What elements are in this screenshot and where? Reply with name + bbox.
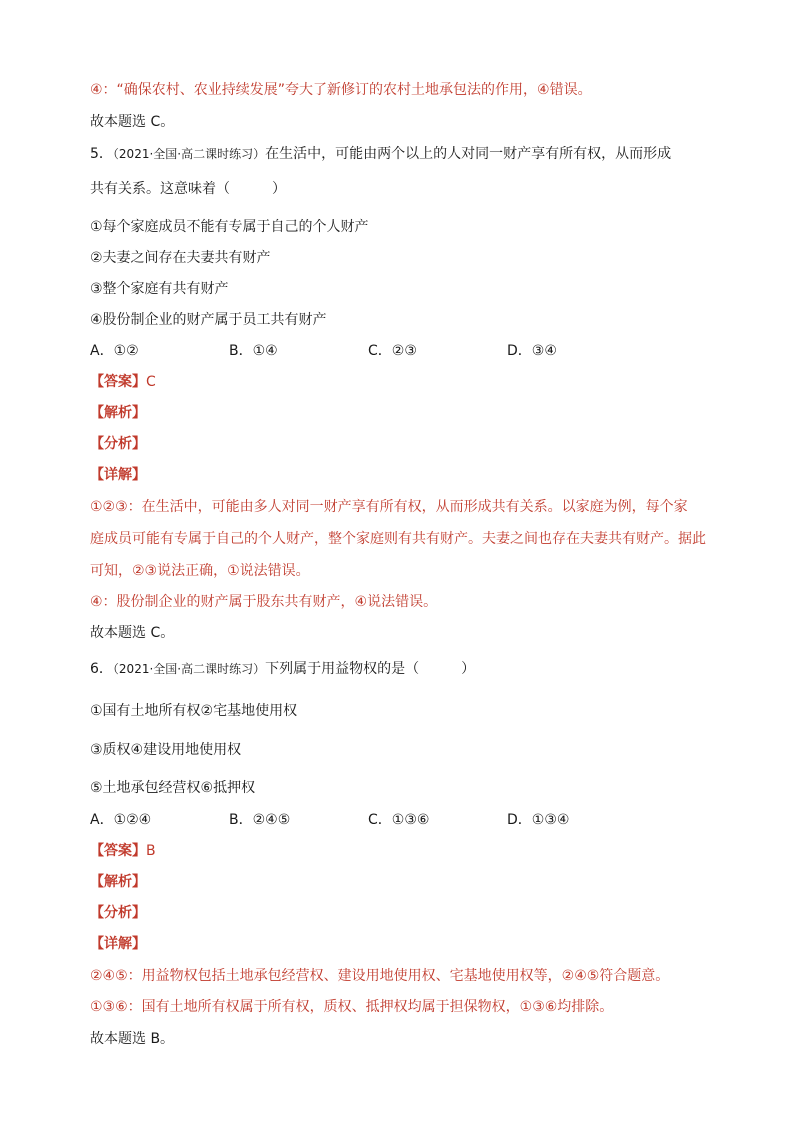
q6-answer bbox=[90, 842, 156, 860]
q6-fenxi-tag: 【分析】 bbox=[90, 905, 146, 921]
q5-number: 5． bbox=[90, 146, 113, 162]
q5-stem-line2: 共有关系。这意味着（ ） bbox=[90, 181, 286, 197]
q5-detail-line4: ④：股份制企业的财产属于股东共有财产，④说法错误。 bbox=[90, 594, 438, 610]
q5-item-2: ②夫妻之间存在夫妻共有财产 bbox=[90, 250, 271, 266]
q6-option-d: D．①③④ bbox=[507, 812, 570, 828]
q5-analysis-tag: 【解析】 bbox=[90, 405, 146, 421]
q5-answer-value: C bbox=[146, 374, 156, 390]
q5-detail-tag: 【详解】 bbox=[90, 467, 146, 483]
q6-option-b: B．②④⑤ bbox=[229, 812, 291, 828]
q5-item-4: ④股份制企业的财产属于员工共有财产 bbox=[90, 312, 327, 328]
q6-stem-text: 下列属于用益物权的是（ ） bbox=[265, 661, 476, 677]
q5-fenxi-tag: 【分析】 bbox=[90, 436, 146, 452]
q6-source: （2021·全国·高二课时练习） bbox=[112, 662, 266, 676]
q6-options bbox=[0, 811, 794, 829]
q5-stem-line1 bbox=[90, 145, 671, 163]
q6-answer-tag: 【答案】 bbox=[90, 843, 146, 859]
q6-item-2: ③质权④建设用地使用权 bbox=[90, 742, 242, 758]
q5-detail-line2: 庭成员可能有专属于自己的个人财产，整个家庭则有共有财产。夫妻之间也存在夫妻共有财产。据此 bbox=[90, 531, 706, 547]
prev-detail-line: ④：“确保农村、农业持续发展”夸大了新修订的农村土地承包法的作用，④错误。 bbox=[90, 82, 592, 98]
q5-detail-line3: 可知，②③说法正确，①说法错误。 bbox=[90, 563, 310, 579]
q5-conclusion: 故本题选 C。 bbox=[90, 625, 175, 641]
q5-answer bbox=[90, 373, 156, 391]
q5-options bbox=[0, 342, 794, 360]
q6-item-3: ⑤土地承包经营权⑥抵押权 bbox=[90, 780, 256, 796]
q6-detail-line2: ①③⑥：国有土地所有权属于所有权，质权、抵押权均属于担保物权，①③⑥均排除。 bbox=[90, 999, 614, 1015]
q6-answer-value: B bbox=[146, 843, 156, 859]
q6-item-1: ①国有土地所有权②宅基地使用权 bbox=[90, 703, 298, 719]
q5-option-c: C．②③ bbox=[368, 343, 417, 359]
q5-answer-tag: 【答案】 bbox=[90, 374, 146, 390]
q5-stem-text: 在生活中，可能由两个以上的人对同一财产享有所有权，从而形成 bbox=[265, 146, 672, 162]
q5-source: （2021·全国·高二课时练习） bbox=[112, 147, 266, 161]
prev-conclusion: 故本题选 C。 bbox=[90, 114, 175, 130]
q5-option-a: A．①② bbox=[90, 343, 139, 359]
q6-detail-line1: ②④⑤：用益物权包括土地承包经营权、建设用地使用权、宅基地使用权等，②④⑤符合题意。 bbox=[90, 968, 670, 984]
q6-conclusion: 故本题选 B。 bbox=[90, 1031, 175, 1047]
q6-stem bbox=[90, 660, 475, 678]
q5-option-b: B．①④ bbox=[229, 343, 278, 359]
q6-detail-tag: 【详解】 bbox=[90, 936, 146, 952]
q5-option-d: D．③④ bbox=[507, 343, 557, 359]
q5-item-1: ①每个家庭成员不能有专属于自己的个人财产 bbox=[90, 219, 369, 235]
q6-option-c: C．①③⑥ bbox=[368, 812, 430, 828]
q5-item-3: ③整个家庭有共有财产 bbox=[90, 281, 229, 297]
q5-detail-line1: ①②③：在生活中，可能由多人对同一财产享有所有权，从而形成共有关系。以家庭为例，每个家 bbox=[90, 499, 688, 515]
q6-number: 6． bbox=[90, 661, 113, 677]
q6-option-a: A．①②④ bbox=[90, 812, 152, 828]
q6-analysis-tag: 【解析】 bbox=[90, 874, 146, 890]
